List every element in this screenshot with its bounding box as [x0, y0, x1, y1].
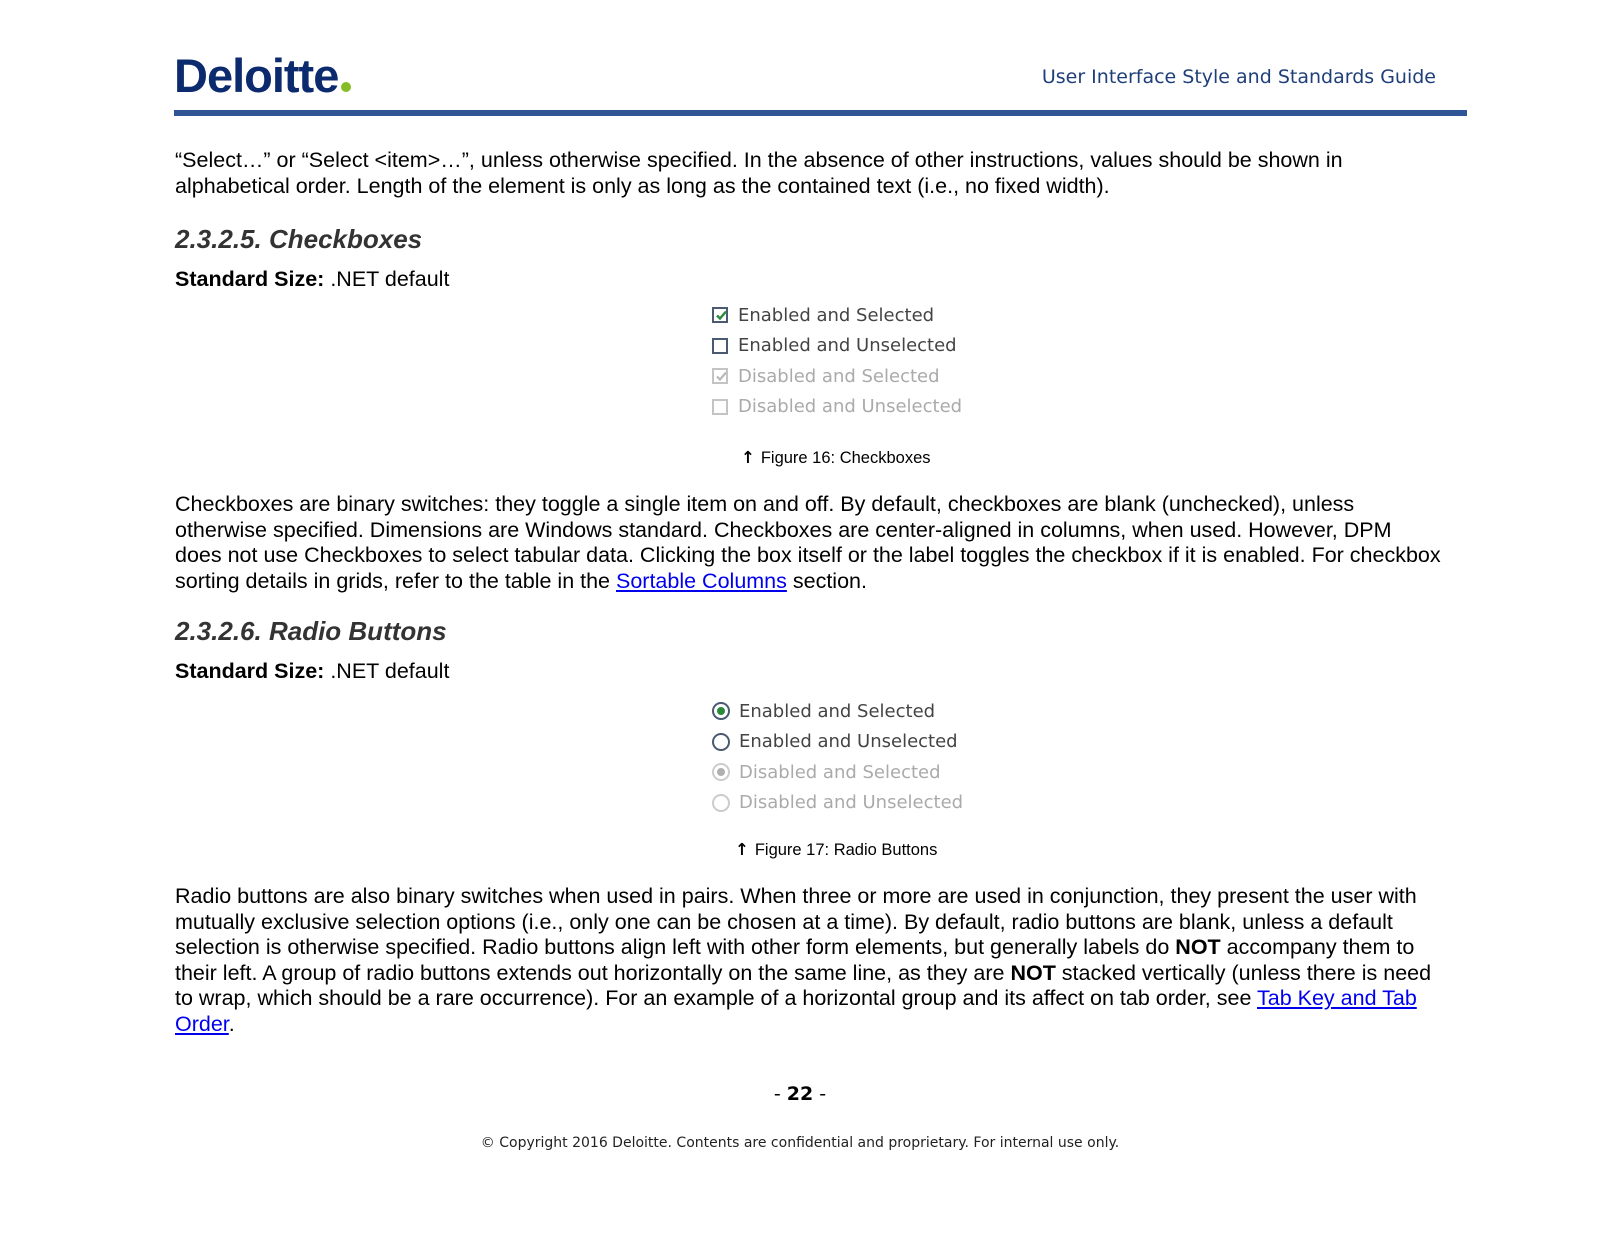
body-text: accompany them to [1220, 935, 1415, 959]
body-line: Radio buttons are also binary switches when used in pairs. When three or more are used in conjunction, they present the user with [175, 884, 1417, 908]
body-line: otherwise specified. Dimensions are Windows standard. Checkboxes are center-aligned in columns, when used. However, DPM [175, 517, 1392, 542]
logo-text: Deloitte [174, 49, 339, 102]
figure-16-caption [741, 448, 931, 468]
radio-disabled-selected [712, 763, 730, 781]
header-divider [174, 110, 1467, 116]
intro-line: “Select…” or “Select <item>…”, unless otherwise specified. In the absence of other instructions, values should be shown in [175, 148, 1343, 172]
body-line [175, 569, 1495, 595]
standard-size-value: .NET default [324, 659, 450, 683]
deloitte-logo [174, 49, 351, 102]
radio-label: Disabled and Unselected [739, 792, 964, 814]
checkboxes-body [175, 492, 1495, 594]
checkbox-figure [712, 300, 962, 422]
check-icon [715, 370, 728, 383]
radio-label[interactable]: Enabled and Selected [739, 700, 936, 722]
standard-size-label: Standard Size: [175, 659, 325, 683]
checkbox-checked[interactable] [712, 307, 728, 323]
radio-row-enabled-selected[interactable] [712, 696, 963, 727]
checkbox-row-disabled-selected [712, 361, 962, 392]
tab-key-link[interactable]: Tab Key and Tab [1257, 986, 1417, 1010]
body-text: their left. A group of radio buttons extends out horizontally on the same line, as they are [175, 960, 1011, 985]
up-arrow-icon: ↑ [735, 840, 749, 859]
radio-row-disabled-selected [712, 757, 963, 788]
radio-row-disabled-unselected [712, 788, 963, 819]
body-text: sorting details in grids, refer to the table in the [175, 568, 616, 593]
body-text: selection is otherwise specified. Radio buttons align left with other form elements, but generally labels do [175, 935, 1176, 959]
checkbox-row-enabled-selected[interactable] [712, 300, 962, 331]
radios-body [175, 884, 1495, 1037]
body-text: stacked vertically (unless there is need [1055, 960, 1432, 985]
figure-17-caption [735, 840, 937, 860]
checkbox-disabled-checked [712, 368, 728, 384]
checkbox-label: Disabled and Unselected [738, 396, 963, 418]
radios-standard-size [175, 659, 449, 684]
body-line: mutually exclusive selection options (i.e., only one can be chosen at a time). By default, radio buttons are blank, unless a default [175, 909, 1393, 934]
body-line [175, 935, 1495, 961]
body-text: section. [786, 568, 867, 593]
radio-disabled-unselected [712, 794, 730, 812]
body-text: to wrap, which should be a rare occurrence). For an example of a horizontal group and its affect on tab order, see [175, 986, 1257, 1010]
document-title: User Interface Style and Standards Guide [1041, 66, 1436, 88]
checkbox-label[interactable]: Enabled and Selected [738, 304, 935, 326]
bold-text: NOT [1175, 935, 1221, 959]
standard-size-value: .NET default [324, 267, 450, 291]
page-number-suffix: - [813, 1083, 827, 1105]
body-line [175, 961, 1495, 987]
radio-figure [712, 696, 963, 818]
caption-text: Figure 16: Checkboxes [760, 449, 931, 467]
checkboxes-heading: 2.3.2.5. Checkboxes [175, 224, 423, 254]
checkbox-label: Disabled and Selected [738, 365, 940, 387]
checkboxes-standard-size [175, 267, 449, 292]
body-line: Checkboxes are binary switches: they toggle a single item on and off. By default, checkboxes are blank (unchecked), unless [175, 492, 1355, 516]
radio-dot-icon [717, 707, 725, 715]
radio-buttons-heading: 2.3.2.6. Radio Buttons [175, 616, 447, 646]
radio-selected[interactable] [712, 702, 730, 720]
body-line [175, 1012, 1495, 1038]
intro-line: alphabetical order. Length of the element is only as long as the contained text (i.e., no fixed width). [175, 173, 1110, 198]
sortable-columns-link[interactable]: Sortable Columns [616, 568, 787, 593]
checkbox-disabled-unchecked [712, 399, 728, 415]
intro-paragraph [175, 148, 1495, 199]
copyright-notice: © Copyright 2016 Deloitte. Contents are confidential and proprietary. For internal use only. [480, 1135, 1120, 1151]
body-line [175, 986, 1495, 1012]
checkbox-label[interactable]: Enabled and Unselected [738, 335, 957, 357]
standard-size-label: Standard Size: [175, 267, 325, 291]
checkbox-row-enabled-unselected[interactable] [712, 331, 962, 362]
page-number [0, 1083, 1600, 1105]
body-line: does not use Checkboxes to select tabular data. Clicking the box itself or the label toggles the checkbox if it is enabled. For checkbox [175, 543, 1441, 567]
caption-text: Figure 17: Radio Buttons [754, 841, 938, 859]
radio-dot-icon [717, 768, 725, 776]
radio-unselected[interactable] [712, 733, 730, 751]
radio-label[interactable]: Enabled and Unselected [739, 731, 958, 753]
body-text: . [228, 1011, 235, 1036]
up-arrow-icon: ↑ [741, 448, 755, 467]
radio-label: Disabled and Selected [739, 761, 941, 783]
check-icon [715, 309, 728, 322]
checkbox-unchecked[interactable] [712, 338, 728, 354]
page-number-prefix: - [773, 1083, 787, 1105]
radio-row-enabled-unselected[interactable] [712, 727, 963, 758]
checkbox-row-disabled-unselected [712, 392, 962, 423]
logo-dot-icon [341, 82, 351, 92]
bold-text: NOT [1010, 960, 1056, 985]
tab-order-link[interactable]: Order [175, 1011, 229, 1036]
page-number-value: 22 [786, 1083, 814, 1105]
